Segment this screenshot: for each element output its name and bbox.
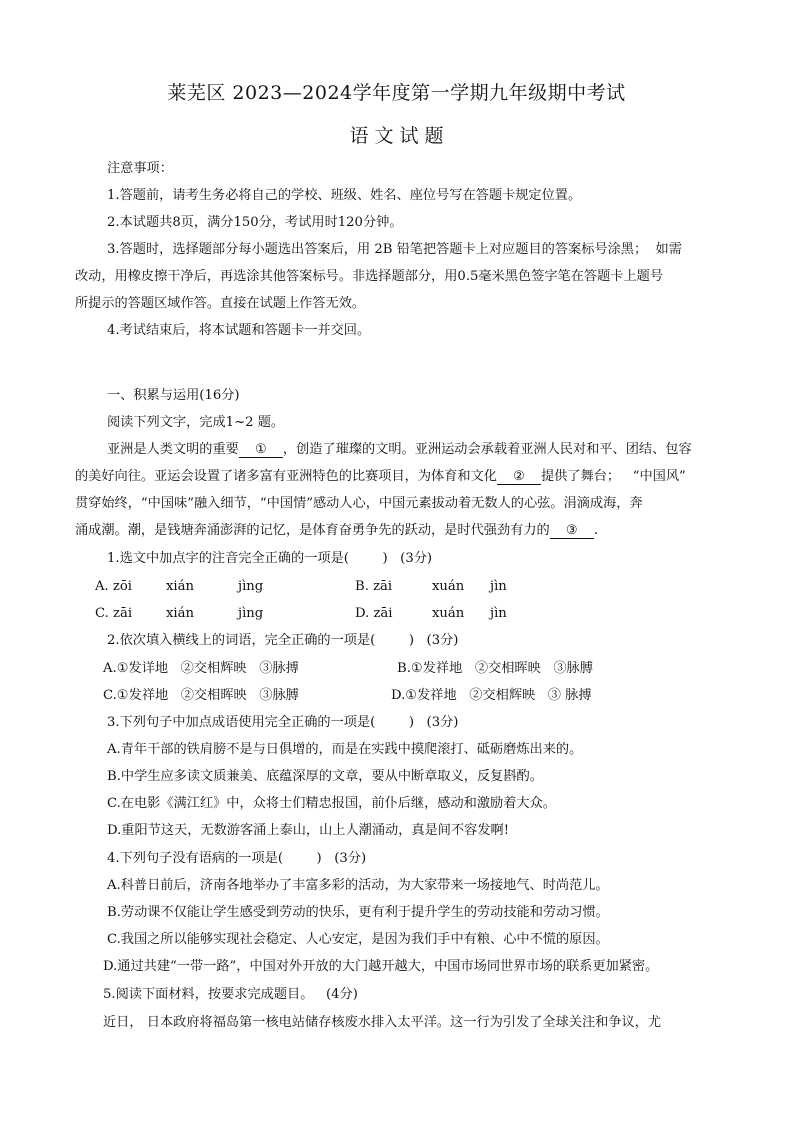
notes-heading: 注意事项：	[107, 161, 173, 176]
q4-option-d: D.通过共建“一带一路”，中国对外开放的大门越开越大，中国市场同世界市场的联系更加紧密。	[103, 959, 659, 974]
q3-option-c: C.在电影《满江红》中，众将士们精忠报国，前仆后继，感动和激励着大众。	[107, 796, 556, 811]
exam-title: 莱芜区 2023—2024学年度第一学期九年级期中考试	[167, 82, 626, 104]
fill-blank-2: ②	[497, 469, 541, 485]
passage-text: 亚洲是人类文明的重要	[107, 442, 239, 457]
note-3-line-3: 所提示的答题区域作答。直接在试题上作答无效。	[75, 296, 366, 311]
question-4-stem: 4.下列句子没有语病的一项是( ) (3分)	[107, 851, 367, 866]
q1-option-a: A. zōi	[95, 579, 133, 594]
passage-line-4	[75, 522, 598, 540]
q1-option-a-pinyin-3: jìng	[238, 579, 264, 594]
reading-instruction: 阅读下列文字，完成1~2 题。	[107, 415, 285, 430]
q1-option-c: C. zāi	[95, 606, 133, 621]
q1-option-c-pinyin-3: jìng	[238, 606, 264, 621]
q4-option-b: B.劳动课不仅能让学生感受到劳动的快乐，更有利于提升学生的劳动技能和劳动习惯。	[107, 905, 609, 920]
q2-option-b: B.①发祥地 ②交相晖映 ③脉膊	[397, 661, 593, 676]
q1-option-d-pinyin-3: jìn	[490, 606, 507, 621]
fill-blank-3: ③	[550, 523, 594, 539]
q1-option-a-pinyin-2: xián	[166, 579, 195, 594]
passage-text: 的美好向往。亚运会设置了诸多富有亚洲特色的比赛项目，为体育和文化	[75, 469, 497, 484]
q1-option-b: B. zāi	[355, 579, 393, 594]
question-5-stem: 5.阅读下面材料，按要求完成题目。 (4分)	[103, 987, 358, 1002]
q1-option-d: D. zāi	[355, 606, 393, 621]
q5-material-line-1: 近日， 日本政府将福岛第一核电站储存核废水排入太平洋。这一行为引发了全球关注和争议，尤	[103, 1015, 662, 1030]
q1-option-b-pinyin-2: xuán	[432, 579, 465, 594]
q2-option-d: D.①发祥地 ②交相辉映 ③ 脉搏	[391, 688, 592, 703]
question-2-stem: 2.依次填入横线上的词语，完全正确的一项是( ) (3分)	[107, 633, 459, 648]
q1-option-b-pinyin-3: jìn	[490, 579, 507, 594]
subject-title: 语 文 试 题	[349, 125, 444, 147]
note-3-line-1: 3.答题时，选择题部分每小题选出答案后，用 2B 铅笔把答题卡上对应题目的答案标号涂黑； 如需	[107, 242, 682, 257]
question-3-stem: 3.下列句子中加点成语使用完全正确的一项是( ) (3分)	[107, 715, 459, 730]
fill-blank-1: ①	[239, 442, 283, 458]
q3-option-a: A.青年干部的铁肩膀不是与日俱增的，而是在实践中摸爬滚打、砥砺磨炼出来的。	[107, 742, 583, 757]
passage-text: ，创造了璀璨的文明。亚洲运动会承载着亚洲人民对和平、团结、包容	[282, 442, 692, 457]
note-4: 4.考试结束后，将本试题和答题卡一并交回。	[107, 323, 371, 338]
q2-option-c: C.①发祥地 ②交相晖映 ③脉膊	[103, 688, 299, 703]
question-1-stem: 1.选文中加点字的注音完全正确的一项是( ) (3分)	[107, 551, 433, 566]
q3-option-d: D.重阳节这天，无数游客涌上泰山，山上人潮涌动，真是间不容发啊!	[107, 823, 510, 838]
q1-option-d-pinyin-2: xuán	[432, 606, 465, 621]
q3-option-b: B.中学生应多读文质兼美、底蕴深厚的文章，要从中断章取义，反复斟酌。	[107, 769, 543, 784]
q2-option-a: A.①发详地 ②交相辉映 ③脉搏	[103, 661, 299, 676]
note-2: 2.本试题共8页，满分150分，考试用时120分钟。	[107, 215, 403, 230]
q4-option-c: C.我国之所以能够实现社会稳定、人心安定，是因为我们手中有粮、心中不慌的原因。	[107, 932, 609, 947]
q1-option-c-pinyin-2: xián	[166, 606, 195, 621]
passage-text: 提供了舞台； “中国风”	[541, 469, 686, 484]
passage-line-2	[75, 468, 686, 486]
note-1: 1.答题前，请考生务必将自己的学校、班级、姓名、座位号写在答题卡规定位置。	[107, 188, 582, 203]
passage-text: .	[593, 523, 598, 538]
q4-option-a: A.科普日前后，济南各地举办了丰富多彩的活动，为大家带来一场接地气、时尚范儿。	[107, 878, 609, 893]
section-heading: 一、积累与运用(16分)	[107, 388, 240, 403]
passage-line-1	[107, 441, 692, 459]
passage-text: 涌成潮。潮，是钱塘奔涌澎湃的记忆，是体育奋勇争先的跃动，是时代强劲有力的	[75, 523, 550, 538]
passage-line-3: 贯穿始终，“中国味”融入细节，“中国情”感动人心，中国元素拔动着无数人的心弦。涓滴成海，奔	[75, 496, 643, 511]
note-3-line-2: 改动，用橡皮擦干净后，再选涂其他答案标号。非选择题部分，用0.5毫米黑色签字笔在答题卡上题号	[75, 269, 664, 284]
